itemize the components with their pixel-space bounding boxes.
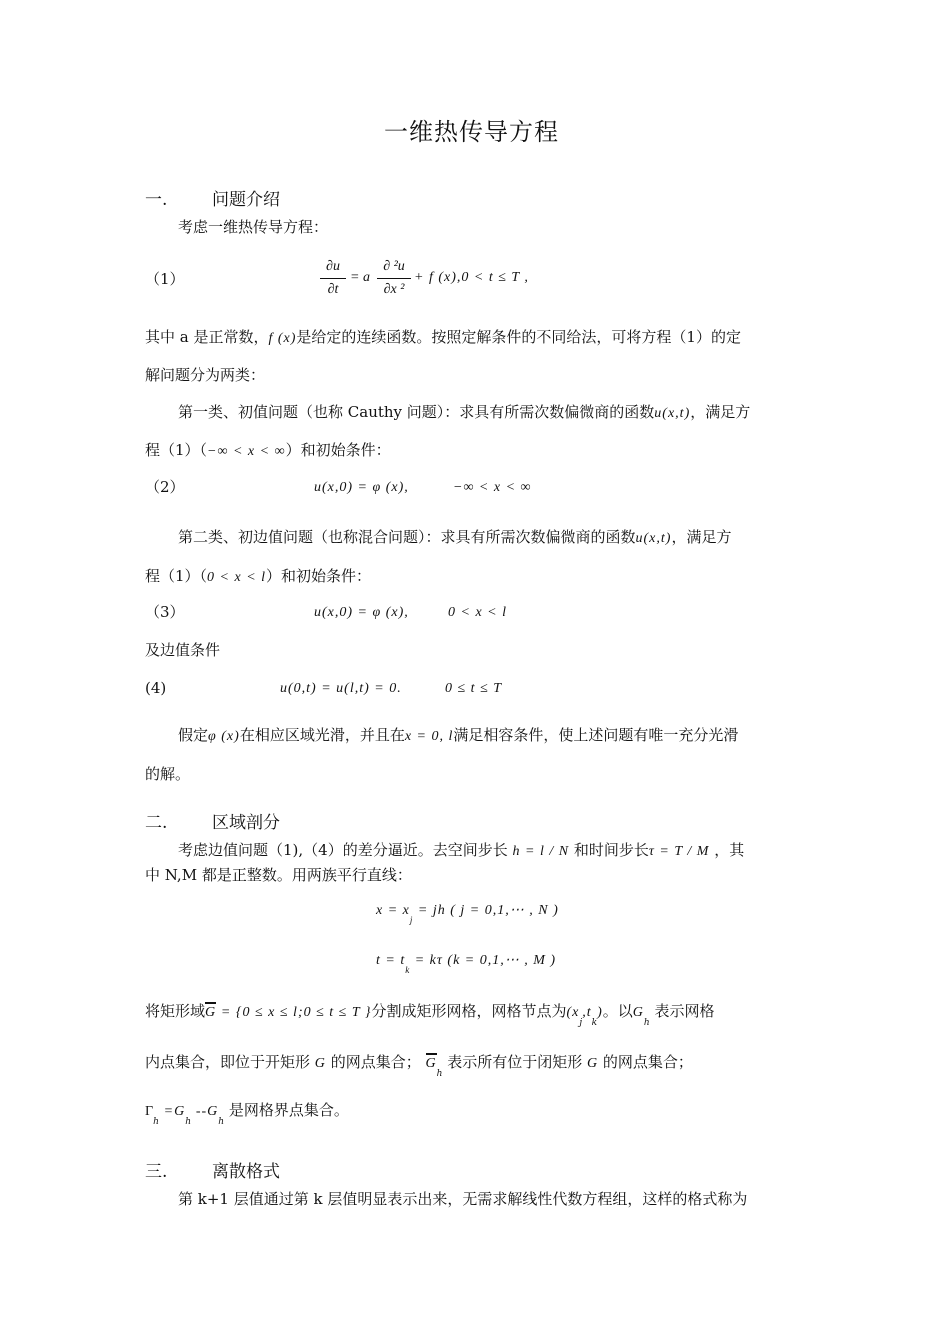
- math-u-xt: u(x,t): [654, 406, 691, 421]
- math-x-bounds: x = 0, l: [404, 729, 454, 744]
- text: ）和初始条件：: [285, 441, 391, 459]
- section-1-para-2-line-1: [178, 403, 750, 423]
- section-2-number: 二.: [145, 813, 168, 833]
- math: --G: [195, 1104, 219, 1119]
- equation-3-label: （3）: [145, 603, 185, 621]
- section-1-intro: 考虑一维热传导方程：: [178, 218, 329, 236]
- text: 表示所有位于闭矩形: [447, 1053, 583, 1071]
- subscript: h: [218, 1117, 225, 1127]
- text: 其中 a 是正常数，: [145, 328, 269, 346]
- subscript: h: [153, 1117, 159, 1127]
- math: (x: [566, 1005, 580, 1020]
- section-2-para-2-line-2: [145, 1053, 693, 1079]
- math-h: h = l / N: [512, 844, 570, 859]
- text: 和时间步长: [573, 841, 649, 859]
- section-1-para-3-line-2: [145, 567, 371, 587]
- section-1-para-2-line-2: [145, 441, 391, 461]
- math-range: 0 < x < l: [207, 570, 267, 585]
- section-2-para-3: [145, 1101, 349, 1127]
- text: ）和初始条件：: [266, 567, 372, 585]
- section-2-para-1-line-1: [178, 841, 744, 861]
- text: 第二类、初边值问题（也称混合问题）：求具有所需次数偏微商的函数: [178, 528, 636, 546]
- text: 程（1）（: [145, 441, 208, 459]
- equation-1-lhs-numerator: ∂u: [326, 259, 340, 274]
- fraction-bar: [377, 278, 411, 279]
- equation-2-body: u(x,0) = φ (x),: [314, 480, 409, 495]
- text: 内点集合，即位于开矩形: [145, 1053, 311, 1071]
- subscript: j: [409, 915, 414, 925]
- equation-1-rhs-denominator: ∂x ²: [383, 282, 405, 297]
- math: ): [597, 1005, 603, 1020]
- equation-1-rhs-fraction: [377, 258, 411, 299]
- text: ，满足方: [671, 528, 732, 546]
- text: 分割成矩形网格，网格节点为: [371, 1002, 567, 1020]
- equation-2-label: （2）: [145, 478, 185, 496]
- math: =G: [163, 1104, 186, 1119]
- section-1-heading: 问题介绍: [212, 190, 280, 210]
- section-1-number: 一.: [145, 190, 168, 210]
- subscript: k: [405, 965, 411, 975]
- text: 将矩形域: [145, 1002, 206, 1020]
- equation-grid-t: [376, 953, 557, 975]
- text: t = t: [376, 953, 406, 968]
- section-1-para-5-line-1: [178, 726, 738, 746]
- math-phi: φ (x): [208, 729, 240, 744]
- section-1-para-5-line-2: 的解。: [145, 765, 191, 783]
- equation-1-rhs-numerator: ∂ ²u: [383, 259, 405, 274]
- math-range: −∞ < x < ∞: [207, 444, 286, 459]
- math-G: G: [632, 1005, 644, 1020]
- text: ，满足方: [690, 403, 751, 421]
- section-1-para-4: 及边值条件: [145, 641, 221, 659]
- math-u-xt: u(x,t): [635, 531, 672, 546]
- math-gamma: Γ: [145, 1104, 154, 1119]
- subscript: j: [579, 1018, 583, 1028]
- equation-4-range: 0 ≤ t ≤ T: [445, 681, 503, 696]
- section-3-para-1-line-1: 第 k+1 层值通过第 k 层值明显表示出来，无需求解线性代数方程组，这样的格式称为: [178, 1190, 748, 1208]
- equation-1-label: （1）: [145, 270, 185, 288]
- fraction-bar: [320, 278, 346, 279]
- text: 。以: [602, 1002, 633, 1020]
- text: 在相应区域光滑，并且在: [239, 726, 405, 744]
- math-set: = {0 ≤ x ≤ l;0 ≤ t ≤ T }: [220, 1005, 372, 1020]
- text: 的网点集合；: [602, 1053, 693, 1071]
- subscript: k: [591, 1018, 598, 1028]
- section-1-para-1-line-1: [145, 328, 741, 348]
- equation-grid-x: [376, 903, 559, 925]
- text: 的网点集合；: [330, 1053, 421, 1071]
- math-tau: τ = T / M: [648, 844, 710, 859]
- text: = jh ( j = 0,1,⋯ , N ): [417, 903, 559, 918]
- text: x = x: [376, 903, 410, 918]
- text: 考虑边值问题（1),（4）的差分逼近。去空间步长: [178, 841, 508, 859]
- equation-3-range: 0 < x < l: [448, 605, 507, 620]
- section-1-para-3-line-1: [178, 528, 731, 548]
- text: 表示网格: [654, 1002, 715, 1020]
- text: 是给定的连续函数。按照定解条件的不同给法，可将方程（1）的定: [296, 328, 741, 346]
- equation-2-range: −∞ < x < ∞: [453, 480, 532, 495]
- section-2-para-1-line-2: 中 N,M 都是正整数。用两族平行直线：: [145, 866, 412, 884]
- text: 第一类、初值问题（也称 Cauthy 问题）：求具有所需次数偏微商的函数: [178, 403, 655, 421]
- text: ，其: [714, 841, 745, 859]
- equation-1-lhs-denominator: ∂t: [327, 282, 339, 297]
- math-G-closure: G: [426, 1053, 437, 1071]
- section-2-heading: 区域剖分: [212, 813, 280, 833]
- math: ,t: [582, 1005, 592, 1020]
- subscript: h: [436, 1069, 443, 1079]
- equation-4-label: (4): [145, 679, 167, 697]
- text: 是网格界点集合。: [228, 1101, 349, 1119]
- page-title: 一维热传导方程: [384, 118, 559, 146]
- equation-4-body: u(0,t) = u(l,t) = 0.: [280, 681, 402, 696]
- text: 假定: [178, 726, 209, 744]
- equation-3-body: u(x,0) = φ (x),: [314, 605, 409, 620]
- section-3-number: 三.: [145, 1162, 168, 1182]
- equation-1-equals: = a: [350, 270, 370, 285]
- subscript: h: [643, 1018, 650, 1028]
- math-G: G: [314, 1056, 326, 1071]
- section-2-para-2-line-1: [145, 1002, 715, 1028]
- subscript: h: [185, 1117, 192, 1127]
- equation-1-tail: + f (x),0 < t ≤ T ,: [414, 270, 529, 285]
- section-1-para-1-line-2: 解问题分为两类：: [145, 366, 266, 384]
- text: 程（1）（: [145, 567, 208, 585]
- equation-1-lhs-fraction: [320, 258, 346, 299]
- text: 满足相容条件，使上述问题有唯一充分光滑: [453, 726, 739, 744]
- text: = kτ (k = 0,1,⋯ , M ): [414, 953, 557, 968]
- math-G-closure: G: [205, 1002, 216, 1020]
- math-G: G: [587, 1056, 599, 1071]
- section-3-heading: 离散格式: [212, 1162, 280, 1182]
- math-fx: f (x): [268, 331, 297, 346]
